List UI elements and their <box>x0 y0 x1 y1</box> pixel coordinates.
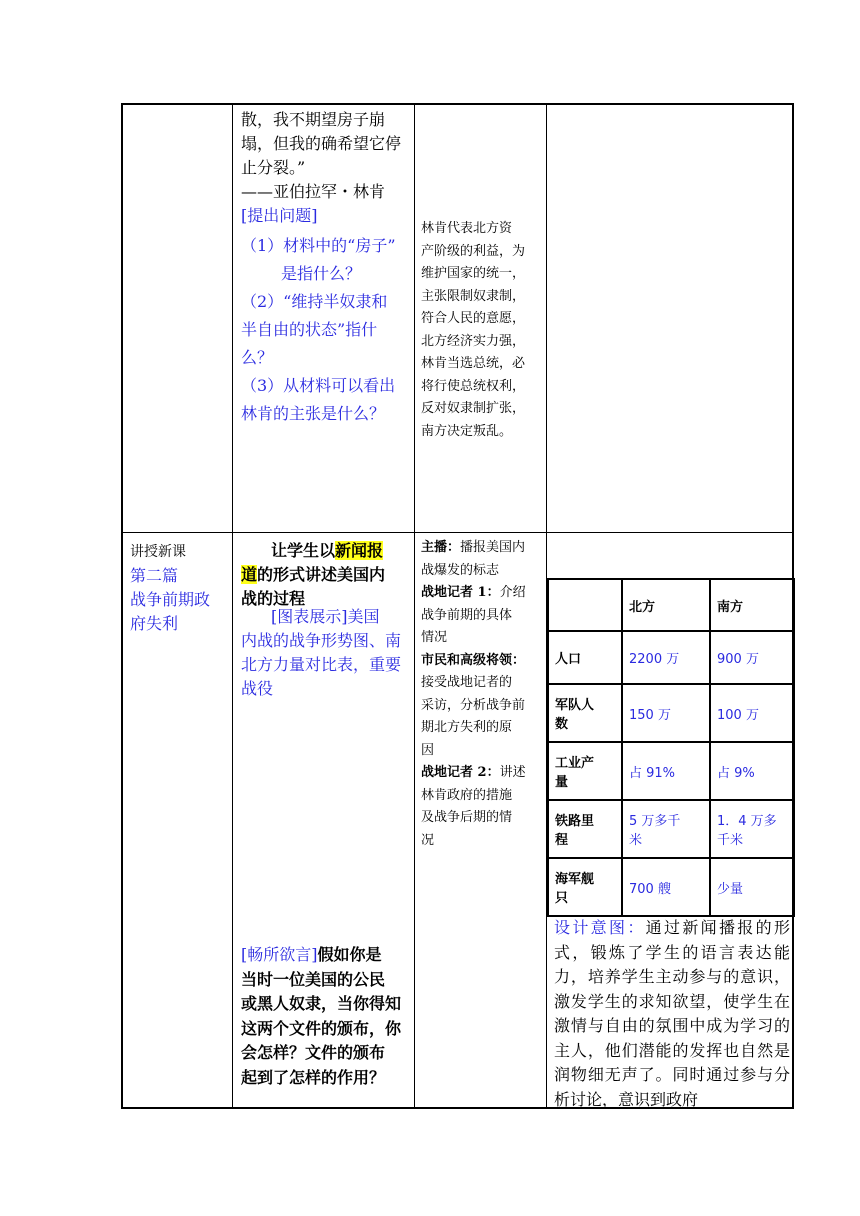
role-text: 战争前期的具体 <box>421 607 513 623</box>
design-intent-tag: 设计意图： <box>554 918 646 937</box>
south-value: 占 9% <box>710 742 794 800</box>
intro-text: 的形式讲述美国内 <box>257 565 386 584</box>
role-text: 期北方失利的原 <box>421 720 513 735</box>
intro-text: 战的过程 <box>241 589 306 608</box>
free-speech-tag: [畅所欲言] <box>241 945 318 964</box>
role-text: 介绍 <box>499 585 526 600</box>
role-text: 战爆发的标志 <box>421 562 500 578</box>
row-label: 军队人 数 <box>548 684 622 742</box>
header-cell-empty <box>548 579 622 631</box>
question-line: （2）“维持半奴隶和 <box>241 292 388 311</box>
role-text: 林肯政府的措施 <box>421 787 513 803</box>
answer-line: 反对奴隶制扩张， <box>421 401 526 416</box>
answer-line: 将行使总统权利， <box>421 378 526 394</box>
north-value: 占 91% <box>622 742 710 800</box>
south-value: 900 万 <box>710 631 794 684</box>
answer-line: 林肯代表北方资 <box>421 221 513 236</box>
table-row <box>548 858 794 916</box>
table-row <box>548 631 794 684</box>
free-speech-line: 当时一位美国的公民 <box>241 969 386 989</box>
design-intent <box>554 916 790 1112</box>
role-text: 讲述 <box>499 765 526 780</box>
answer-line: 林肯当选总统，必 <box>421 356 526 371</box>
header-north: 北方 <box>622 579 710 631</box>
free-speech-line: 会怎样？文件的颁布 <box>241 1043 386 1062</box>
answer-line: 南方决定叛乱。 <box>421 423 513 439</box>
chart-show-line: [图表展示]美国 <box>271 607 380 626</box>
answer-line: 维护国家的统一， <box>421 266 526 281</box>
role-name: 主播： <box>421 540 461 555</box>
stage-label-block <box>130 540 230 636</box>
free-speech-block <box>241 943 411 1090</box>
row-label: 铁路里 程 <box>548 800 622 858</box>
role-text: 况 <box>421 832 435 848</box>
section-title <box>130 564 230 636</box>
answer-line: 主张限制奴隶制， <box>421 288 526 304</box>
question-line: 是指什么？ <box>281 264 362 283</box>
quote-attribution: ——亚伯拉罕・林肯 <box>241 182 386 201</box>
north-value: 700 艘 <box>622 858 710 916</box>
north-south-comparison-table <box>547 578 795 917</box>
role-text: 因 <box>421 742 435 758</box>
north-value: 150 万 <box>622 684 710 742</box>
role-text: 及战争后期的情 <box>421 810 513 825</box>
south-value: 少量 <box>710 858 794 916</box>
south-value: 100 万 <box>710 684 794 742</box>
table-header-row <box>548 579 794 631</box>
free-speech-line: 起到了怎样的作用？ <box>241 1067 386 1087</box>
answer-line: 符合人民的意愿， <box>421 311 526 326</box>
chart-show-line: 战役 <box>241 679 274 698</box>
row-label: 人口 <box>548 631 622 684</box>
highlight-news-report: 新闻报 <box>335 541 384 560</box>
row-divider <box>121 532 794 533</box>
column-divider-1 <box>232 103 233 1109</box>
role-text: 播报美国内 <box>460 540 526 555</box>
free-speech-line: 这两个文件的颁布，你 <box>241 1018 402 1038</box>
north-value: 2200 万 <box>622 631 710 684</box>
role-name: 战地记者 2： <box>421 765 500 780</box>
answer-line: 产阶级的利益，为 <box>421 243 526 259</box>
highlight-news-report-end: 道 <box>241 565 258 584</box>
answer-block <box>421 218 543 443</box>
free-speech-line: 或黑人奴隶，当你得知 <box>241 994 402 1013</box>
section-line: 府失利 <box>130 614 179 633</box>
section-line: 战争前期政 <box>130 590 211 609</box>
table-row <box>548 800 794 858</box>
stage-label: 讲授新课 <box>130 544 186 560</box>
question-line: 林肯的主张是什么？ <box>241 404 386 423</box>
role-text: 情况 <box>421 630 448 645</box>
question-line: 半自由的状态”指什 <box>241 320 378 339</box>
chart-show-line: 内战的战争形势图、南 <box>241 631 402 650</box>
role-name: 战地记者 1： <box>421 585 500 600</box>
table-row <box>548 742 794 800</box>
row-label: 工业产 量 <box>548 742 622 800</box>
table-row <box>548 684 794 742</box>
quote-line: 塌，但我的确希望它停 <box>241 134 402 153</box>
design-intent-text: 通过新闻播报的形式，锻炼了学生的语言表达能力，培养学生主动参与的意识，激发学生的求知欲望，使学生在激情与自由的氛围中成为学习的主人，他们潜能的发挥也自然是润物细无声了。同时通过参与分析讨论，意识到政府 <box>554 918 790 1109</box>
question-line: 么？ <box>241 348 274 367</box>
north-value: 5 万多千 米 <box>622 800 710 858</box>
answer-line: 北方经济实力强， <box>421 333 526 349</box>
question-tag: [提出问题] <box>241 206 318 225</box>
quote-line: 散，我不期望房子崩 <box>241 110 386 129</box>
section-line: 第二篇 <box>130 566 179 585</box>
question-line: （3）从材料可以看出 <box>241 376 396 395</box>
question-line: （1）材料中的“房子” <box>241 236 396 255</box>
south-value: 1．4 万多 千米 <box>710 800 794 858</box>
question-list <box>241 232 411 428</box>
quote-block <box>241 108 411 428</box>
quote-line: 止分裂。” <box>241 158 306 177</box>
header-south: 南方 <box>710 579 794 631</box>
role-text: 采访，分析战争前 <box>421 697 526 713</box>
activity-intro <box>241 539 411 611</box>
chart-show-line: 北方力量对比表，重要 <box>241 655 402 674</box>
role-text: 接受战地记者的 <box>421 675 513 690</box>
intro-text: 让学生以 <box>271 541 336 560</box>
row-label: 海军舰 只 <box>548 858 622 916</box>
roles-block <box>421 537 543 852</box>
role-name: 市民和高级将领： <box>421 652 526 668</box>
column-divider-2 <box>414 103 415 1109</box>
free-speech-line: 假如你是 <box>317 945 382 964</box>
chart-show-block <box>241 605 411 701</box>
